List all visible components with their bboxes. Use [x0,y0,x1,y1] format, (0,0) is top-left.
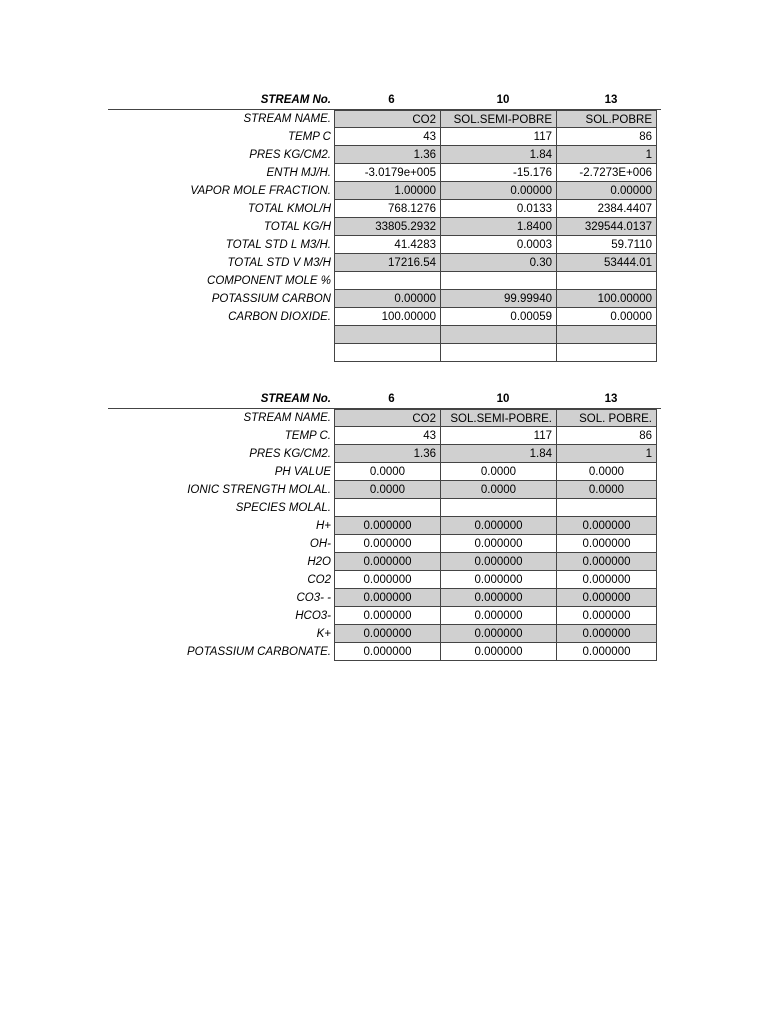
cell-col-2 [441,272,557,290]
table-row [108,146,661,164]
cell-col-3: 0.000000 [557,607,657,625]
row-label: TOTAL STD V M3/H [227,257,331,269]
cell-col-1 [334,326,441,344]
cell-col-3: 0.0000 [557,463,657,481]
cell-col-2: 1.84 [441,445,557,463]
stream-table-2 [108,390,661,661]
cell-col-2: 0.000000 [441,517,557,535]
cell-col-1: 0.000000 [334,517,441,535]
header-col-1: 6 [388,393,395,405]
cell-col-2: SOL.SEMI-POBRE. [441,409,557,427]
row-label: H+ [315,520,331,532]
cell-col-2: SOL.SEMI-POBRE [441,110,557,128]
cell-col-1: 43 [334,427,441,445]
table-row [108,290,661,308]
row-label: IONIC STRENGTH MOLAL. [187,484,331,496]
cell-col-2: -15.176 [441,164,557,182]
table-header-row [108,390,661,409]
cell-col-1: 0.000000 [334,535,441,553]
cell-col-1: 0.000000 [334,625,441,643]
cell-col-3: 0.00000 [557,182,657,200]
cell-col-1: 0.0000 [334,481,441,499]
cell-col-2: 117 [441,427,557,445]
table-row [108,517,661,535]
cell-col-1: 0.000000 [334,571,441,589]
row-label: SPECIES MOLAL. [235,502,331,514]
cell-col-2: 0.00059 [441,308,557,326]
cell-col-2 [441,326,557,344]
cell-col-3: 329544.0137 [557,218,657,236]
cell-col-1: CO2 [334,110,441,128]
cell-col-3: SOL. POBRE. [557,409,657,427]
row-label: TEMP C [287,131,331,143]
header-label: STREAM No. [260,393,331,405]
cell-col-3: 0.000000 [557,571,657,589]
header-col-1: 6 [388,94,395,106]
table-row [108,254,661,272]
cell-col-2: 0.0000 [441,463,557,481]
row-label: STREAM NAME. [243,113,331,125]
cell-col-3: 0.000000 [557,517,657,535]
cell-col-1: 0.000000 [334,589,441,607]
row-label: PRES KG/CM2. [249,149,331,161]
cell-col-2: 1.84 [441,146,557,164]
table-row [108,128,661,146]
row-label: TOTAL STD L M3/H. [225,239,331,251]
cell-col-1: 1.36 [334,445,441,463]
table-row [108,200,661,218]
table-row [108,445,661,463]
table-row [108,463,661,481]
table-row [108,236,661,254]
table-row [108,535,661,553]
cell-col-3: 2384.4407 [557,200,657,218]
cell-col-3: 0.000000 [557,643,657,661]
row-label: TEMP C. [284,430,331,442]
row-label: K+ [316,628,331,640]
cell-col-1: 43 [334,128,441,146]
cell-col-1: 33805.2932 [334,218,441,236]
cell-col-2: 117 [441,128,557,146]
table-row [108,164,661,182]
cell-col-3: SOL.POBRE [557,110,657,128]
cell-col-1: 1.36 [334,146,441,164]
row-label: CARBON DIOXIDE. [228,311,331,323]
header-col-3: 13 [604,94,618,106]
table-row [108,571,661,589]
cell-col-2: 0.000000 [441,625,557,643]
row-label: H2O [307,556,331,568]
table-row [108,272,661,290]
cell-col-3: 0.0000 [557,481,657,499]
row-label: TOTAL KMOL/H [247,203,331,215]
cell-col-3: 59.7110 [557,236,657,254]
cell-col-3: 100.00000 [557,290,657,308]
cell-col-2: 99.99940 [441,290,557,308]
cell-col-1 [334,344,441,362]
header-col-2: 10 [496,94,510,106]
cell-col-1: 0.000000 [334,553,441,571]
header-col-3: 13 [604,393,618,405]
table-row [108,344,661,362]
table-row [108,643,661,661]
row-label: HCO3- [295,610,331,622]
cell-col-1: 0.00000 [334,290,441,308]
cell-col-3 [557,344,657,362]
cell-col-3: -2.7273E+006 [557,164,657,182]
row-label: ENTH MJ/H. [266,167,331,179]
table-row [108,589,661,607]
cell-col-3: 0.00000 [557,308,657,326]
table-body [108,110,661,362]
cell-col-2: 0.0133 [441,200,557,218]
cell-col-2: 0.00000 [441,182,557,200]
cell-col-3: 0.000000 [557,625,657,643]
cell-col-1: -3.0179e+005 [334,164,441,182]
cell-col-2: 0.000000 [441,643,557,661]
cell-col-1: 100.00000 [334,308,441,326]
header-col-2: 10 [496,393,510,405]
table-row [108,607,661,625]
header-label: STREAM No. [260,94,331,106]
row-label [108,326,334,344]
table-header-row [108,91,661,110]
table-row [108,427,661,445]
row-label [108,344,334,362]
table-row [108,409,661,427]
cell-col-3 [557,326,657,344]
row-label: COMPONENT MOLE % [207,275,331,287]
cell-col-1: 768.1276 [334,200,441,218]
cell-col-1: 0.000000 [334,607,441,625]
cell-col-2: 0.000000 [441,571,557,589]
cell-col-3: 0.000000 [557,589,657,607]
stream-table-1 [108,91,661,362]
row-label: POTASSIUM CARBON [211,293,331,305]
cell-col-1: CO2 [334,409,441,427]
row-label: CO3- - [296,592,331,604]
row-label: CO2 [307,574,331,586]
cell-col-3: 1 [557,445,657,463]
cell-col-1 [334,499,441,517]
cell-col-2: 0.0000 [441,481,557,499]
table-row [108,326,661,344]
row-label: STREAM NAME. [243,412,331,424]
table-row [108,625,661,643]
cell-col-3: 86 [557,427,657,445]
cell-col-3 [557,272,657,290]
cell-col-2: 0.30 [441,254,557,272]
cell-col-2: 0.000000 [441,589,557,607]
row-label: PH VALUE [274,466,331,478]
row-label: OH- [309,538,331,550]
table-row [108,499,661,517]
cell-col-2: 1.8400 [441,218,557,236]
table-body [108,409,661,661]
cell-col-3: 0.000000 [557,553,657,571]
cell-col-1: 1.00000 [334,182,441,200]
table-row [108,553,661,571]
cell-col-2: 0.0003 [441,236,557,254]
table-row [108,182,661,200]
cell-col-2: 0.000000 [441,535,557,553]
cell-col-2 [441,499,557,517]
cell-col-1: 0.0000 [334,463,441,481]
cell-col-2 [441,344,557,362]
row-label: PRES KG/CM2. [249,448,331,460]
cell-col-3: 53444.01 [557,254,657,272]
cell-col-2: 0.000000 [441,553,557,571]
cell-col-1: 0.000000 [334,643,441,661]
cell-col-3: 0.000000 [557,535,657,553]
cell-col-1: 41.4283 [334,236,441,254]
cell-col-3 [557,499,657,517]
table-row [108,481,661,499]
row-label: VAPOR MOLE FRACTION. [190,185,331,197]
cell-col-3: 86 [557,128,657,146]
cell-col-2: 0.000000 [441,607,557,625]
row-label: POTASSIUM CARBONATE. [187,646,331,658]
table-row [108,218,661,236]
table-row [108,110,661,128]
row-label: TOTAL KG/H [263,221,331,233]
cell-col-1: 17216.54 [334,254,441,272]
cell-col-1 [334,272,441,290]
table-row [108,308,661,326]
cell-col-3: 1 [557,146,657,164]
